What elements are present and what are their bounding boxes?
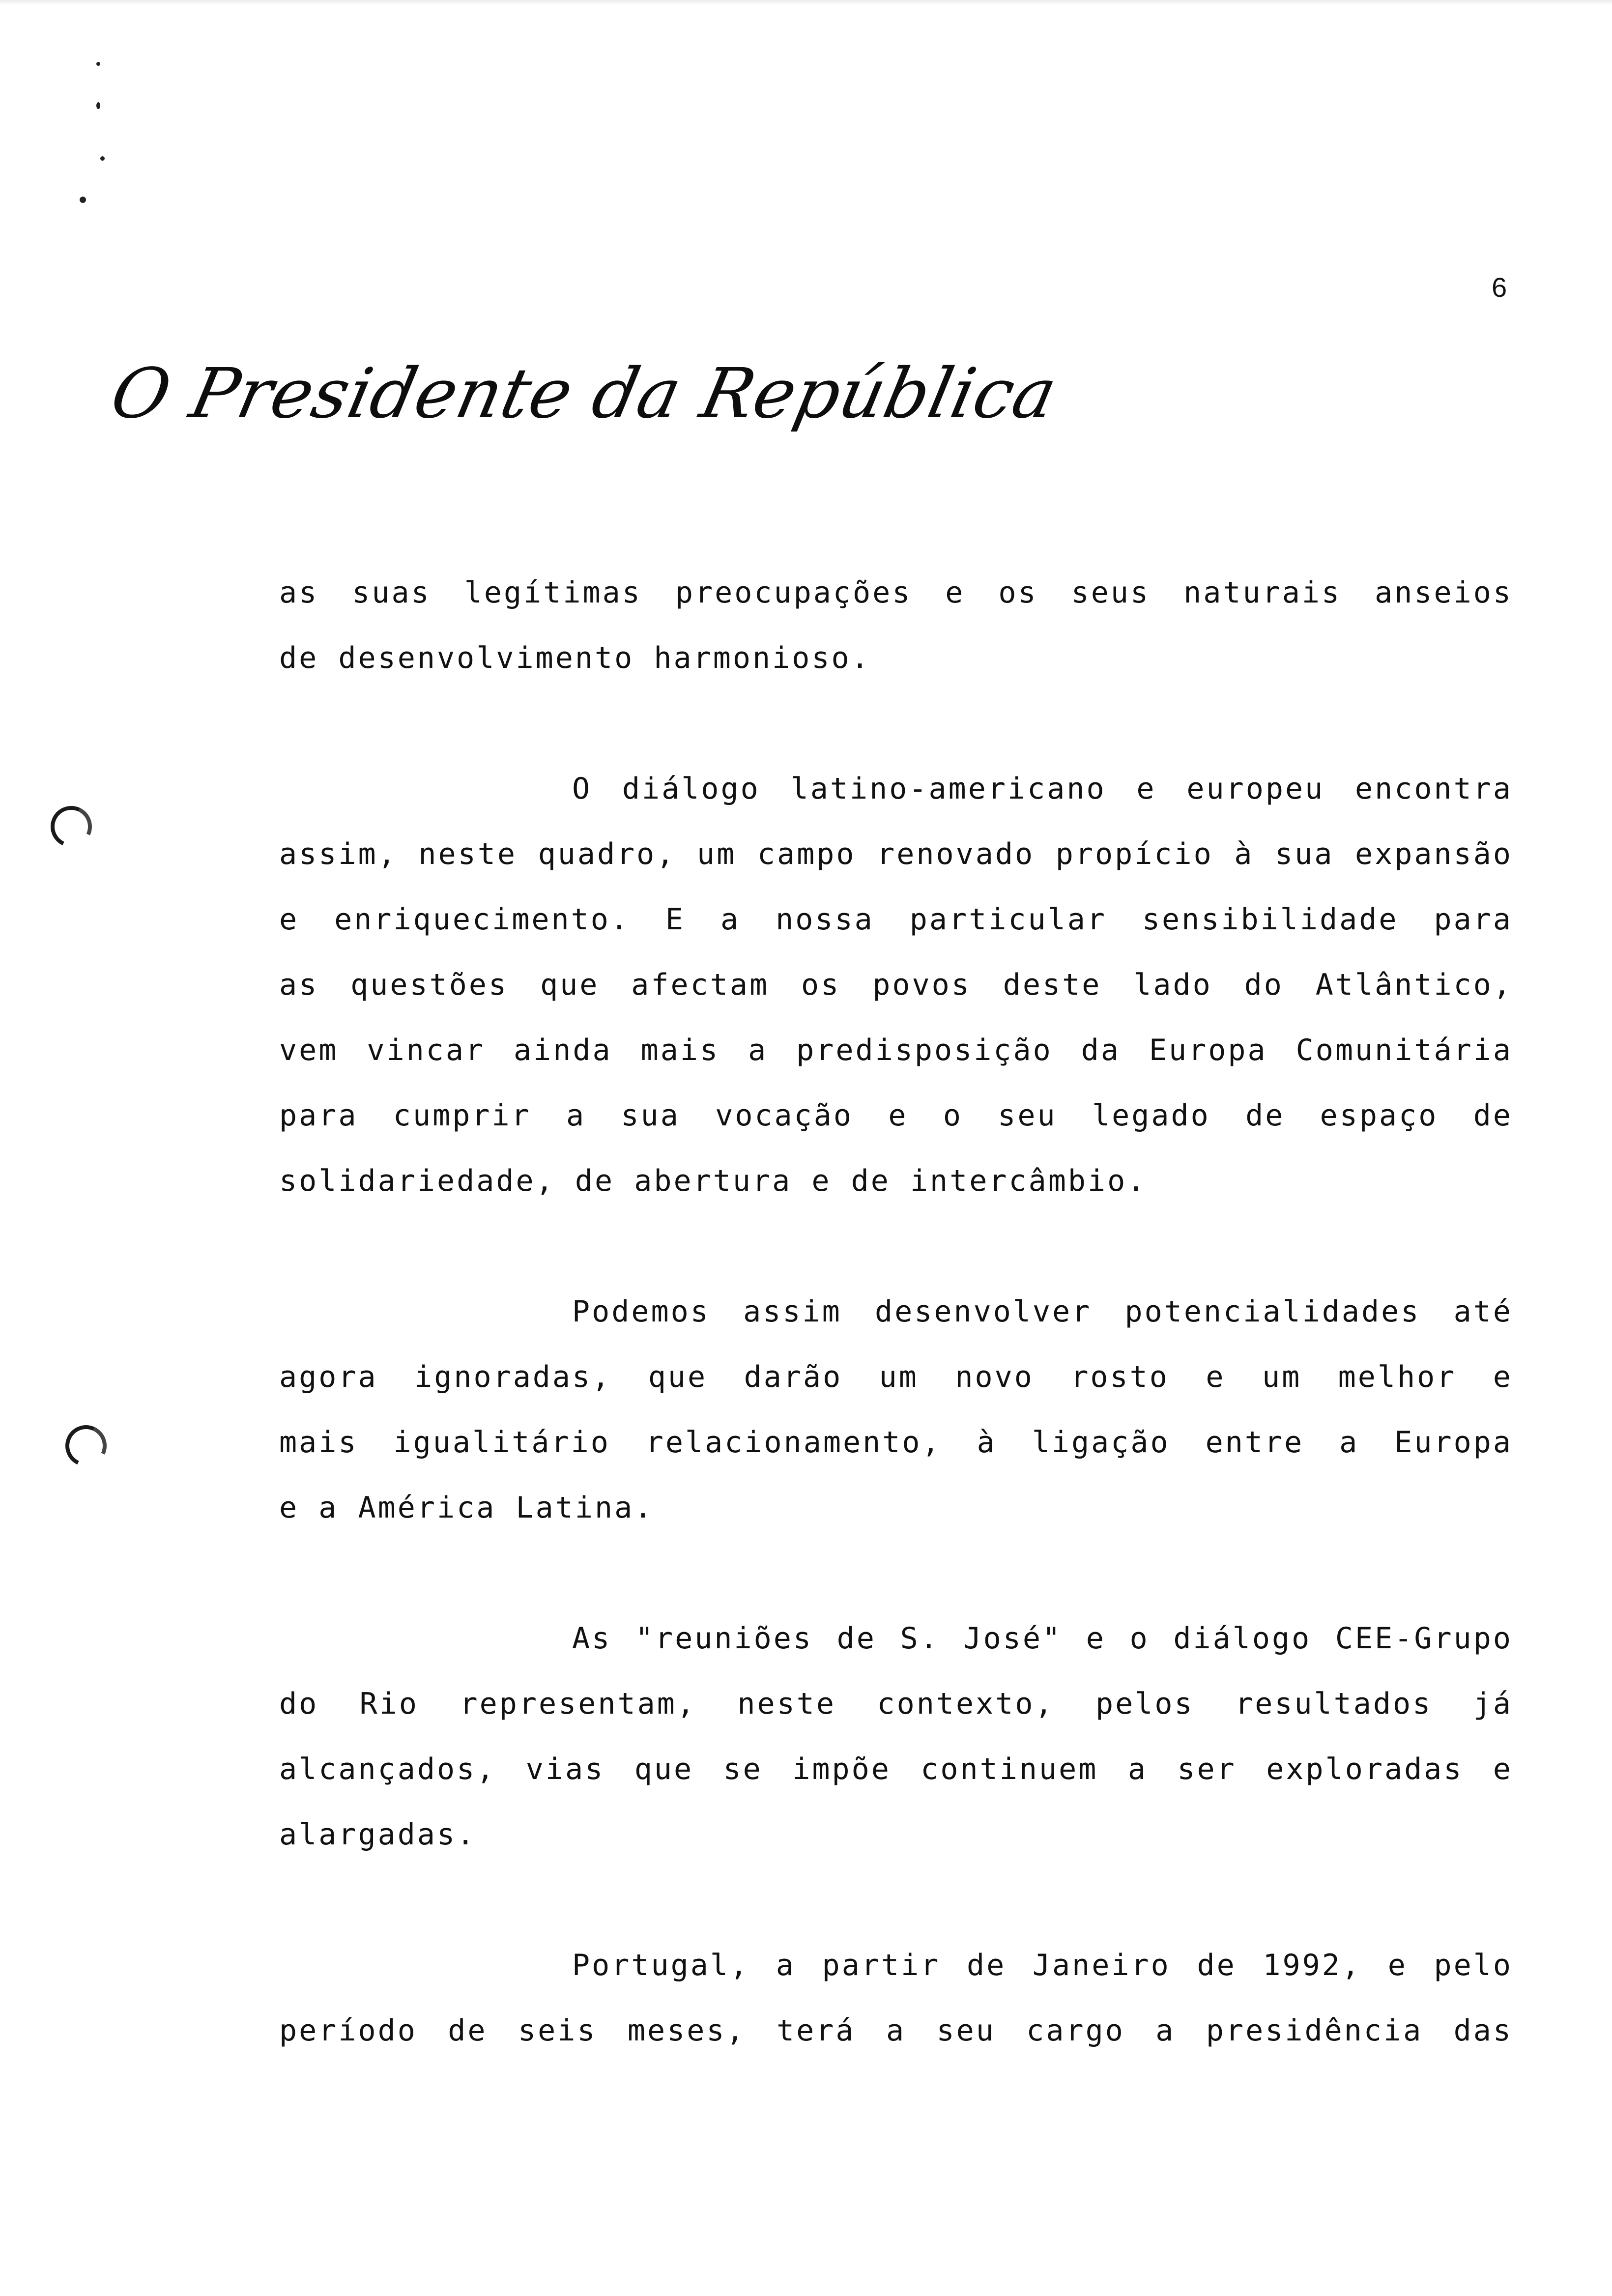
page-number: 6 [1492,272,1508,303]
text-line: e a América Latina. [279,1491,654,1525]
text-line: agora ignoradas, que darão um novo rosto e um melhor e [279,1360,1513,1394]
paragraph-1 [279,560,1513,691]
scan-speck [100,156,105,161]
body-text [279,560,1513,2129]
text-line: vem vincar ainda mais a predisposição da Europa Comunitária [279,1033,1513,1067]
scan-speck [80,197,86,203]
paragraph-3 [279,1279,1513,1541]
text-line: solidariedade, de abertura e de intercâmbio. [279,1164,1147,1198]
text-line: para cumprir a sua vocação e o seu legado de espaço de [279,1098,1513,1133]
scan-speck [96,102,100,109]
letterhead: O Presidente da República [104,354,1064,434]
paragraph-5 [279,1933,1513,2064]
scan-edge [0,0,1612,5]
text-line: Portugal, a partir de Janeiro de 1992, e pelo [572,1948,1513,1982]
text-line: alargadas. [279,1817,477,1852]
text-line: As "reuniões de S. José" e o diálogo CEE-Grupo [572,1621,1513,1656]
text-line: O diálogo latino-americano e europeu encontra [572,772,1513,806]
text-line: alcançados, vias que se impõe continuem a ser exploradas e [279,1752,1513,1786]
text-line: mais igualitário relacionamento, à ligação entre a Europa [279,1425,1513,1460]
paragraph-2 [279,756,1513,1214]
text-line: período de seis meses, terá a seu cargo a presidência das [279,2013,1513,2048]
text-line: de desenvolvimento harmonioso. [279,641,871,675]
text-line: as questões que afectam os povos deste lado do Atlântico, [279,968,1513,1002]
text-line: assim, neste quadro, um campo renovado propício à sua expansão [279,837,1513,871]
punch-hole [45,800,98,853]
punch-hole [59,1419,113,1472]
text-line: Podemos assim desenvolver potencialidades até [572,1294,1513,1329]
scan-speck [96,62,100,66]
text-line: do Rio representam, neste contexto, pelos resultados já [279,1687,1513,1721]
text-line: e enriquecimento. E a nossa particular sensibilidade para [279,902,1513,937]
text-line: as suas legítimas preocupações e os seus naturais anseios [279,575,1513,610]
paragraph-4 [279,1606,1513,1867]
